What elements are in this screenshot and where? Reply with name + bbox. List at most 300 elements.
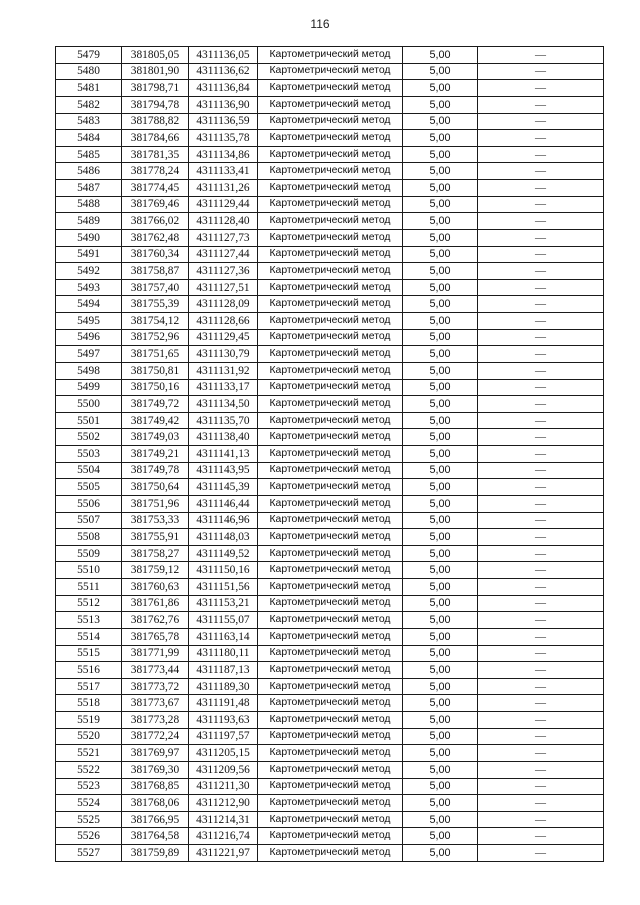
point-number-cell: 5500 (56, 396, 122, 413)
description-cell: — (478, 130, 604, 147)
description-cell: — (478, 761, 604, 778)
method-cell: Картометрический метод (258, 595, 403, 612)
table-row (56, 728, 604, 745)
accuracy-cell: 5,00 (403, 80, 478, 97)
accuracy-cell: 5,00 (403, 662, 478, 679)
x-coordinate-cell: 381772,24 (122, 728, 189, 745)
description-cell: — (478, 645, 604, 662)
point-number-cell: 5505 (56, 479, 122, 496)
point-number-cell: 5483 (56, 113, 122, 130)
accuracy-cell: 5,00 (403, 379, 478, 396)
y-coordinate-cell: 4311216,74 (189, 828, 258, 845)
point-number-cell: 5507 (56, 512, 122, 529)
description-cell: — (478, 612, 604, 629)
table-row (56, 529, 604, 546)
point-number-cell: 5511 (56, 579, 122, 596)
table-row (56, 396, 604, 413)
description-cell: — (478, 628, 604, 645)
y-coordinate-cell: 4311127,51 (189, 279, 258, 296)
description-cell: — (478, 229, 604, 246)
method-cell: Картометрический метод (258, 512, 403, 529)
accuracy-cell: 5,00 (403, 313, 478, 330)
y-coordinate-cell: 4311150,16 (189, 562, 258, 579)
table-row (56, 761, 604, 778)
description-cell: — (478, 446, 604, 463)
accuracy-cell: 5,00 (403, 811, 478, 828)
description-cell: — (478, 429, 604, 446)
table-row (56, 113, 604, 130)
point-number-cell: 5512 (56, 595, 122, 612)
point-number-cell: 5524 (56, 795, 122, 812)
table-body (56, 47, 604, 862)
y-coordinate-cell: 4311148,03 (189, 529, 258, 546)
description-cell: — (478, 778, 604, 795)
x-coordinate-cell: 381755,39 (122, 296, 189, 313)
table-row (56, 745, 604, 762)
point-number-cell: 5520 (56, 728, 122, 745)
x-coordinate-cell: 381781,35 (122, 146, 189, 163)
table-row (56, 163, 604, 180)
x-coordinate-cell: 381762,76 (122, 612, 189, 629)
method-cell: Картометрический метод (258, 479, 403, 496)
point-number-cell: 5504 (56, 462, 122, 479)
y-coordinate-cell: 4311133,41 (189, 163, 258, 180)
accuracy-cell: 5,00 (403, 130, 478, 147)
accuracy-cell: 5,00 (403, 778, 478, 795)
method-cell: Картометрический метод (258, 745, 403, 762)
accuracy-cell: 5,00 (403, 446, 478, 463)
point-number-cell: 5527 (56, 845, 122, 862)
description-cell: — (478, 412, 604, 429)
y-coordinate-cell: 4311127,73 (189, 229, 258, 246)
description-cell: — (478, 346, 604, 363)
method-cell: Картометрический метод (258, 429, 403, 446)
description-cell: — (478, 63, 604, 80)
x-coordinate-cell: 381771,99 (122, 645, 189, 662)
method-cell: Картометрический метод (258, 778, 403, 795)
table-row (56, 279, 604, 296)
method-cell: Картометрический метод (258, 412, 403, 429)
accuracy-cell: 5,00 (403, 728, 478, 745)
table-row (56, 479, 604, 496)
description-cell: — (478, 495, 604, 512)
table-row (56, 313, 604, 330)
description-cell: — (478, 263, 604, 280)
accuracy-cell: 5,00 (403, 412, 478, 429)
method-cell: Картометрический метод (258, 362, 403, 379)
x-coordinate-cell: 381759,12 (122, 562, 189, 579)
description-cell: — (478, 329, 604, 346)
y-coordinate-cell: 4311127,36 (189, 263, 258, 280)
accuracy-cell: 5,00 (403, 828, 478, 845)
method-cell: Картометрический метод (258, 579, 403, 596)
x-coordinate-cell: 381750,64 (122, 479, 189, 496)
table-row (56, 229, 604, 246)
accuracy-cell: 5,00 (403, 795, 478, 812)
method-cell: Картометрический метод (258, 96, 403, 113)
accuracy-cell: 5,00 (403, 579, 478, 596)
description-cell: — (478, 512, 604, 529)
y-coordinate-cell: 4311136,84 (189, 80, 258, 97)
table-row (56, 196, 604, 213)
x-coordinate-cell: 381752,96 (122, 329, 189, 346)
accuracy-cell: 5,00 (403, 296, 478, 313)
y-coordinate-cell: 4311197,57 (189, 728, 258, 745)
x-coordinate-cell: 381755,91 (122, 529, 189, 546)
point-number-cell: 5499 (56, 379, 122, 396)
table-row (56, 213, 604, 230)
description-cell: — (478, 163, 604, 180)
y-coordinate-cell: 4311131,92 (189, 362, 258, 379)
table-row (56, 795, 604, 812)
description-cell: — (478, 678, 604, 695)
accuracy-cell: 5,00 (403, 180, 478, 197)
accuracy-cell: 5,00 (403, 113, 478, 130)
table-row (56, 495, 604, 512)
x-coordinate-cell: 381765,78 (122, 628, 189, 645)
description-cell: — (478, 595, 604, 612)
x-coordinate-cell: 381749,42 (122, 412, 189, 429)
y-coordinate-cell: 4311128,66 (189, 313, 258, 330)
table-row (56, 130, 604, 147)
point-number-cell: 5494 (56, 296, 122, 313)
accuracy-cell: 5,00 (403, 479, 478, 496)
method-cell: Картометрический метод (258, 346, 403, 363)
method-cell: Картометрический метод (258, 213, 403, 230)
point-number-cell: 5506 (56, 495, 122, 512)
y-coordinate-cell: 4311180,11 (189, 645, 258, 662)
point-number-cell: 5519 (56, 712, 122, 729)
accuracy-cell: 5,00 (403, 229, 478, 246)
x-coordinate-cell: 381749,78 (122, 462, 189, 479)
x-coordinate-cell: 381757,40 (122, 279, 189, 296)
table-row (56, 146, 604, 163)
method-cell: Картометрический метод (258, 845, 403, 862)
x-coordinate-cell: 381751,96 (122, 495, 189, 512)
y-coordinate-cell: 4311209,56 (189, 761, 258, 778)
point-number-cell: 5484 (56, 130, 122, 147)
x-coordinate-cell: 381769,46 (122, 196, 189, 213)
x-coordinate-cell: 381749,03 (122, 429, 189, 446)
x-coordinate-cell: 381758,87 (122, 263, 189, 280)
description-cell: — (478, 795, 604, 812)
point-number-cell: 5487 (56, 180, 122, 197)
point-number-cell: 5513 (56, 612, 122, 629)
description-cell: — (478, 279, 604, 296)
point-number-cell: 5491 (56, 246, 122, 263)
table-row (56, 329, 604, 346)
y-coordinate-cell: 4311136,62 (189, 63, 258, 80)
accuracy-cell: 5,00 (403, 595, 478, 612)
method-cell: Картометрический метод (258, 728, 403, 745)
table-row (56, 712, 604, 729)
description-cell: — (478, 246, 604, 263)
method-cell: Картометрический метод (258, 196, 403, 213)
y-coordinate-cell: 4311128,09 (189, 296, 258, 313)
table-row (56, 412, 604, 429)
table-row (56, 263, 604, 280)
y-coordinate-cell: 4311131,26 (189, 180, 258, 197)
point-number-cell: 5503 (56, 446, 122, 463)
x-coordinate-cell: 381759,89 (122, 845, 189, 862)
accuracy-cell: 5,00 (403, 529, 478, 546)
method-cell: Картометрический метод (258, 761, 403, 778)
y-coordinate-cell: 4311163,14 (189, 628, 258, 645)
table-row (56, 678, 604, 695)
method-cell: Картометрический метод (258, 545, 403, 562)
point-number-cell: 5498 (56, 362, 122, 379)
table-row (56, 695, 604, 712)
point-number-cell: 5514 (56, 628, 122, 645)
method-cell: Картометрический метод (258, 562, 403, 579)
y-coordinate-cell: 4311130,79 (189, 346, 258, 363)
table-row (56, 811, 604, 828)
point-number-cell: 5521 (56, 745, 122, 762)
point-number-cell: 5482 (56, 96, 122, 113)
y-coordinate-cell: 4311189,30 (189, 678, 258, 695)
y-coordinate-cell: 4311127,44 (189, 246, 258, 263)
method-cell: Картометрический метод (258, 495, 403, 512)
y-coordinate-cell: 4311129,45 (189, 329, 258, 346)
point-number-cell: 5525 (56, 811, 122, 828)
y-coordinate-cell: 4311136,05 (189, 47, 258, 64)
x-coordinate-cell: 381805,05 (122, 47, 189, 64)
description-cell: — (478, 695, 604, 712)
point-number-cell: 5502 (56, 429, 122, 446)
method-cell: Картометрический метод (258, 662, 403, 679)
x-coordinate-cell: 381751,65 (122, 346, 189, 363)
y-coordinate-cell: 4311214,31 (189, 811, 258, 828)
method-cell: Картометрический метод (258, 229, 403, 246)
accuracy-cell: 5,00 (403, 429, 478, 446)
description-cell: — (478, 562, 604, 579)
point-number-cell: 5496 (56, 329, 122, 346)
accuracy-cell: 5,00 (403, 645, 478, 662)
x-coordinate-cell: 381801,90 (122, 63, 189, 80)
point-number-cell: 5493 (56, 279, 122, 296)
point-number-cell: 5509 (56, 545, 122, 562)
x-coordinate-cell: 381769,97 (122, 745, 189, 762)
point-number-cell: 5481 (56, 80, 122, 97)
description-cell: — (478, 545, 604, 562)
method-cell: Картометрический метод (258, 628, 403, 645)
point-number-cell: 5516 (56, 662, 122, 679)
accuracy-cell: 5,00 (403, 745, 478, 762)
x-coordinate-cell: 381768,06 (122, 795, 189, 812)
y-coordinate-cell: 4311153,21 (189, 595, 258, 612)
table-row (56, 180, 604, 197)
point-number-cell: 5526 (56, 828, 122, 845)
table-row (56, 296, 604, 313)
accuracy-cell: 5,00 (403, 562, 478, 579)
description-cell: — (478, 728, 604, 745)
y-coordinate-cell: 4311134,86 (189, 146, 258, 163)
accuracy-cell: 5,00 (403, 612, 478, 629)
description-cell: — (478, 113, 604, 130)
x-coordinate-cell: 381773,44 (122, 662, 189, 679)
accuracy-cell: 5,00 (403, 63, 478, 80)
table-row (56, 845, 604, 862)
x-coordinate-cell: 381766,02 (122, 213, 189, 230)
accuracy-cell: 5,00 (403, 512, 478, 529)
x-coordinate-cell: 381773,28 (122, 712, 189, 729)
method-cell: Картометрический метод (258, 811, 403, 828)
method-cell: Картометрический метод (258, 329, 403, 346)
description-cell: — (478, 479, 604, 496)
method-cell: Картометрический метод (258, 130, 403, 147)
description-cell: — (478, 96, 604, 113)
table-row (56, 579, 604, 596)
table-row (56, 628, 604, 645)
point-number-cell: 5480 (56, 63, 122, 80)
x-coordinate-cell: 381750,81 (122, 362, 189, 379)
y-coordinate-cell: 4311205,15 (189, 745, 258, 762)
y-coordinate-cell: 4311145,39 (189, 479, 258, 496)
table-row (56, 512, 604, 529)
description-cell: — (478, 845, 604, 862)
y-coordinate-cell: 4311128,40 (189, 213, 258, 230)
description-cell: — (478, 196, 604, 213)
y-coordinate-cell: 4311212,90 (189, 795, 258, 812)
method-cell: Картометрический метод (258, 263, 403, 280)
accuracy-cell: 5,00 (403, 695, 478, 712)
method-cell: Картометрический метод (258, 612, 403, 629)
y-coordinate-cell: 4311149,52 (189, 545, 258, 562)
page-number: 116 (310, 17, 330, 31)
x-coordinate-cell: 381773,72 (122, 678, 189, 695)
method-cell: Картометрический метод (258, 678, 403, 695)
accuracy-cell: 5,00 (403, 279, 478, 296)
y-coordinate-cell: 4311151,56 (189, 579, 258, 596)
table-row (56, 80, 604, 97)
description-cell: — (478, 712, 604, 729)
method-cell: Картометрический метод (258, 446, 403, 463)
x-coordinate-cell: 381749,21 (122, 446, 189, 463)
accuracy-cell: 5,00 (403, 196, 478, 213)
description-cell: — (478, 313, 604, 330)
method-cell: Картометрический метод (258, 113, 403, 130)
table-row (56, 96, 604, 113)
y-coordinate-cell: 4311133,17 (189, 379, 258, 396)
table-row (56, 828, 604, 845)
x-coordinate-cell: 381778,24 (122, 163, 189, 180)
accuracy-cell: 5,00 (403, 628, 478, 645)
table-row (56, 47, 604, 64)
description-cell: — (478, 379, 604, 396)
x-coordinate-cell: 381762,48 (122, 229, 189, 246)
method-cell: Картометрический метод (258, 180, 403, 197)
point-number-cell: 5485 (56, 146, 122, 163)
x-coordinate-cell: 381774,45 (122, 180, 189, 197)
table-row (56, 346, 604, 363)
accuracy-cell: 5,00 (403, 678, 478, 695)
accuracy-cell: 5,00 (403, 329, 478, 346)
table-row (56, 562, 604, 579)
point-number-cell: 5523 (56, 778, 122, 795)
method-cell: Картометрический метод (258, 246, 403, 263)
accuracy-cell: 5,00 (403, 545, 478, 562)
point-number-cell: 5517 (56, 678, 122, 695)
point-number-cell: 5486 (56, 163, 122, 180)
accuracy-cell: 5,00 (403, 761, 478, 778)
method-cell: Картометрический метод (258, 396, 403, 413)
method-cell: Картометрический метод (258, 462, 403, 479)
y-coordinate-cell: 4311135,70 (189, 412, 258, 429)
x-coordinate-cell: 381768,85 (122, 778, 189, 795)
y-coordinate-cell: 4311138,40 (189, 429, 258, 446)
description-cell: — (478, 579, 604, 596)
description-cell: — (478, 462, 604, 479)
y-coordinate-cell: 4311136,59 (189, 113, 258, 130)
description-cell: — (478, 362, 604, 379)
y-coordinate-cell: 4311129,44 (189, 196, 258, 213)
accuracy-cell: 5,00 (403, 263, 478, 280)
method-cell: Картометрический метод (258, 529, 403, 546)
x-coordinate-cell: 381753,33 (122, 512, 189, 529)
description-cell: — (478, 213, 604, 230)
point-number-cell: 5497 (56, 346, 122, 363)
table-row (56, 379, 604, 396)
accuracy-cell: 5,00 (403, 47, 478, 64)
table-row (56, 662, 604, 679)
x-coordinate-cell: 381761,86 (122, 595, 189, 612)
y-coordinate-cell: 4311134,50 (189, 396, 258, 413)
method-cell: Картометрический метод (258, 146, 403, 163)
y-coordinate-cell: 4311143,95 (189, 462, 258, 479)
x-coordinate-cell: 381794,78 (122, 96, 189, 113)
x-coordinate-cell: 381764,58 (122, 828, 189, 845)
point-number-cell: 5510 (56, 562, 122, 579)
point-number-cell: 5492 (56, 263, 122, 280)
x-coordinate-cell: 381788,82 (122, 113, 189, 130)
x-coordinate-cell: 381798,71 (122, 80, 189, 97)
description-cell: — (478, 47, 604, 64)
accuracy-cell: 5,00 (403, 213, 478, 230)
x-coordinate-cell: 381749,72 (122, 396, 189, 413)
x-coordinate-cell: 381784,66 (122, 130, 189, 147)
method-cell: Картометрический метод (258, 296, 403, 313)
y-coordinate-cell: 4311221,97 (189, 845, 258, 862)
point-number-cell: 5501 (56, 412, 122, 429)
description-cell: — (478, 146, 604, 163)
table-row (56, 446, 604, 463)
accuracy-cell: 5,00 (403, 362, 478, 379)
table-row (56, 545, 604, 562)
x-coordinate-cell: 381754,12 (122, 313, 189, 330)
point-number-cell: 5515 (56, 645, 122, 662)
point-number-cell: 5488 (56, 196, 122, 213)
table-row (56, 645, 604, 662)
y-coordinate-cell: 4311155,07 (189, 612, 258, 629)
table-row (56, 778, 604, 795)
accuracy-cell: 5,00 (403, 96, 478, 113)
x-coordinate-cell: 381760,63 (122, 579, 189, 596)
y-coordinate-cell: 4311135,78 (189, 130, 258, 147)
y-coordinate-cell: 4311146,96 (189, 512, 258, 529)
accuracy-cell: 5,00 (403, 163, 478, 180)
method-cell: Картометрический метод (258, 828, 403, 845)
point-number-cell: 5479 (56, 47, 122, 64)
point-number-cell: 5508 (56, 529, 122, 546)
x-coordinate-cell: 381760,34 (122, 246, 189, 263)
table-row (56, 63, 604, 80)
method-cell: Картометрический метод (258, 695, 403, 712)
table-row (56, 362, 604, 379)
description-cell: — (478, 296, 604, 313)
method-cell: Картометрический метод (258, 80, 403, 97)
x-coordinate-cell: 381750,16 (122, 379, 189, 396)
description-cell: — (478, 396, 604, 413)
